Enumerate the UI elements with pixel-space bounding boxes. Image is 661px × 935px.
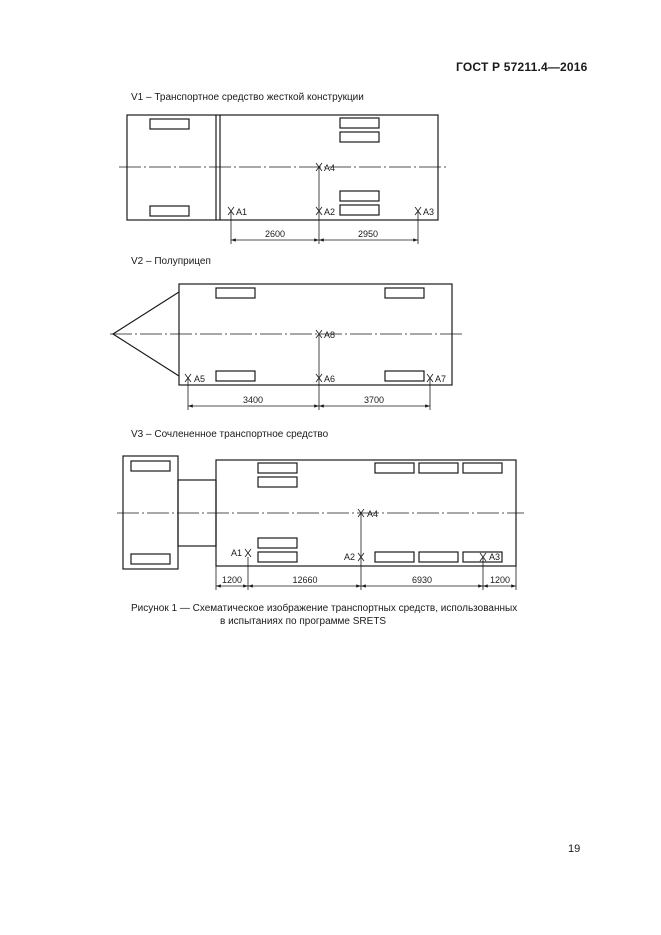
v3-point-a1-marker: [245, 549, 251, 557]
v2-point-a7: A7: [435, 374, 447, 384]
v3-wheel: [258, 463, 297, 473]
v1-wheel: [340, 191, 379, 201]
v3-point-a3: A3: [489, 552, 501, 562]
v3-tractor-cab: [123, 456, 178, 569]
v2-wheel: [216, 288, 255, 298]
v2-point-a6: A6: [324, 374, 336, 384]
v1-wheel: [340, 118, 379, 128]
v2-body: [179, 284, 452, 385]
v3-wheel: [419, 463, 458, 473]
v3-point-a2: A2: [344, 552, 356, 562]
v1-wheel: [340, 132, 379, 142]
v3-wheel: [258, 552, 297, 562]
v3-point-a4: A4: [367, 509, 379, 519]
v3-wheel: [375, 463, 414, 473]
v1-wheel: [150, 206, 189, 216]
v3-dimension-4: 1200: [489, 575, 511, 585]
v3-dimension-3: 6930: [411, 575, 433, 585]
v2-diagram: [110, 284, 462, 410]
v3-label: V3 – Сочлененное транспортное средство: [131, 429, 329, 440]
v2-dimension-2: 3700: [363, 395, 385, 405]
v1-point-a3: A3: [423, 207, 435, 217]
v2-point-a5: A5: [194, 374, 206, 384]
v1-label: V1 – Транспортное средство жесткой конструкции: [131, 92, 364, 103]
v3-diagram: [117, 456, 524, 590]
v3-dimension-2: 12660: [292, 575, 318, 585]
v3-wheel: [375, 552, 414, 562]
v1-diagram: [119, 115, 446, 244]
v1-dimension-1: 2600: [264, 229, 286, 239]
v1-body: [127, 115, 438, 220]
v1-wheel: [340, 205, 379, 215]
v3-wheel: [258, 538, 297, 548]
v3-wheel: [131, 554, 170, 564]
v3-wheel: [463, 463, 502, 473]
v3-dimension-1: 1200: [221, 575, 243, 585]
v3-point-a1: A1: [231, 548, 243, 558]
v1-point-a2: A2: [324, 207, 336, 217]
v2-point-a8: A8: [324, 330, 336, 340]
v1-point-a4: A4: [324, 163, 336, 173]
v3-wheel: [419, 552, 458, 562]
figure-caption-line-2: в испытаниях по программе SRETS: [220, 616, 387, 627]
v3-wheel: [131, 461, 170, 471]
document-id: ГОСТ Р 57211.4—2016: [456, 60, 588, 74]
v2-wheel: [216, 371, 255, 381]
v2-dimension-1: 3400: [242, 395, 264, 405]
v1-point-a1: A1: [236, 207, 248, 217]
v2-wheel: [385, 371, 424, 381]
v2-label: V2 – Полуприцеп: [131, 256, 211, 267]
v2-wheel: [385, 288, 424, 298]
v1-wheel: [150, 119, 189, 129]
page-number: 19: [568, 843, 581, 855]
v3-wheel: [258, 477, 297, 487]
figure-caption-line-1: Рисунок 1 — Схематическое изображение транспортных средств, использованных: [131, 603, 518, 614]
v1-dimension-2: 2950: [357, 229, 379, 239]
